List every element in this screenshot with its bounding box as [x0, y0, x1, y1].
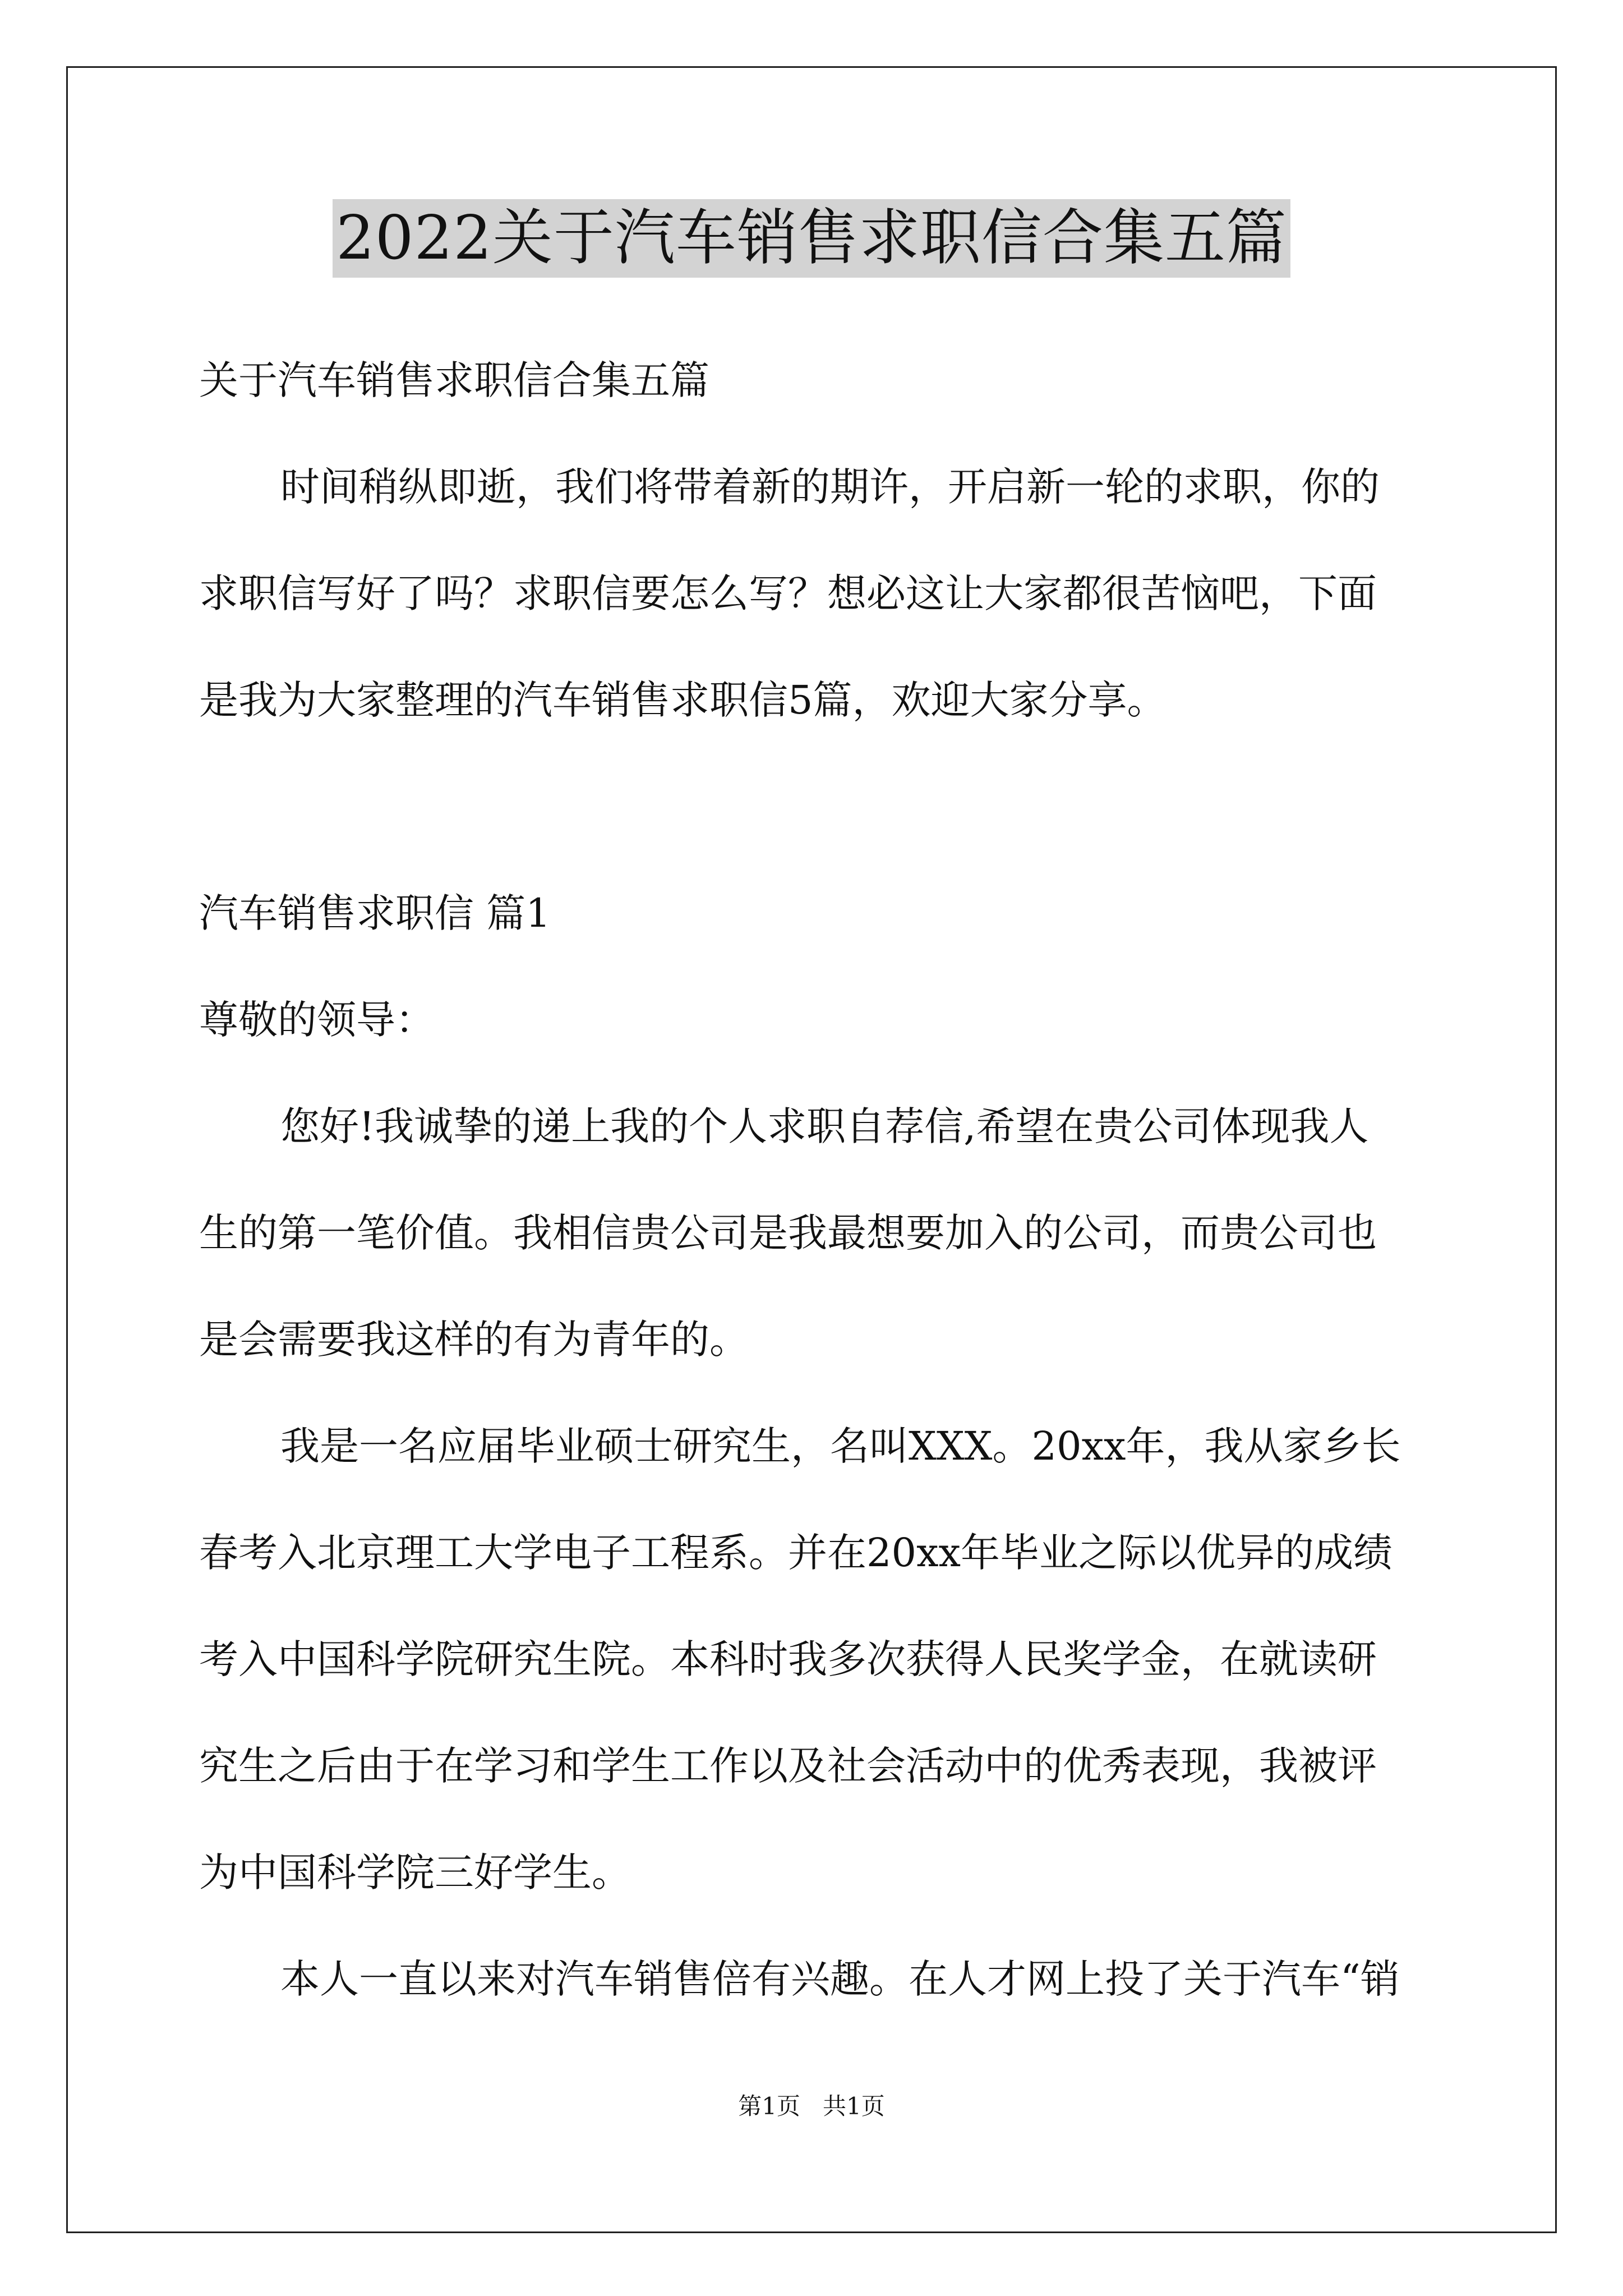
intro-line-2: 求职信写好了吗？求职信要怎么写？想必这让大家都很苦恼吧，下面 — [199, 570, 1377, 616]
intro-line-1: 时间稍纵即逝，我们将带着新的期许，开启新一轮的求职，你的 — [280, 464, 1380, 510]
paragraph2-line-3: 考入中国科学院研究生院。本科时我多次获得人民奖学金，在就读研 — [199, 1636, 1377, 1682]
salutation: 尊敬的领导： — [199, 997, 435, 1043]
paragraph2-line-4: 究生之后由于在学习和学生工作以及社会活动中的优秀表现，我被评 — [199, 1743, 1377, 1789]
paragraph2-line-1: 我是一名应届毕业硕士研究生，名叫XXX。20xx年，我从家乡长 — [280, 1423, 1401, 1469]
title-container — [0, 199, 1623, 278]
paragraph2-line-5: 为中国科学院三好学生。 — [199, 1849, 631, 1895]
paragraph1-line-3: 是会需要我这样的有为青年的。 — [199, 1317, 749, 1363]
paragraph1-line-1: 您好!我诚挚的递上我的个人求职自荐信,希望在贵公司体现我人 — [280, 1103, 1369, 1149]
document-title: 2022关于汽车销售求职信合集五篇 — [333, 199, 1290, 278]
document-subtitle: 关于汽车销售求职信合集五篇 — [199, 357, 709, 403]
paragraph1-line-2: 生的第一笔价值。我相信贵公司是我最想要加入的公司，而贵公司也 — [199, 1210, 1377, 1256]
paragraph3-line-1: 本人一直以来对汽车销售倍有兴趣。在人才网上投了关于汽车“销 — [280, 1956, 1400, 2002]
intro-line-3: 是我为大家整理的汽车销售求职信5篇，欢迎大家分享。 — [199, 677, 1166, 723]
page-footer: 第1页 共1页 — [738, 2092, 885, 2120]
section-heading: 汽车销售求职信 篇1 — [199, 890, 551, 936]
paragraph2-line-2: 春考入北京理工大学电子工程系。并在20xx年毕业之际以优异的成绩 — [199, 1530, 1393, 1576]
